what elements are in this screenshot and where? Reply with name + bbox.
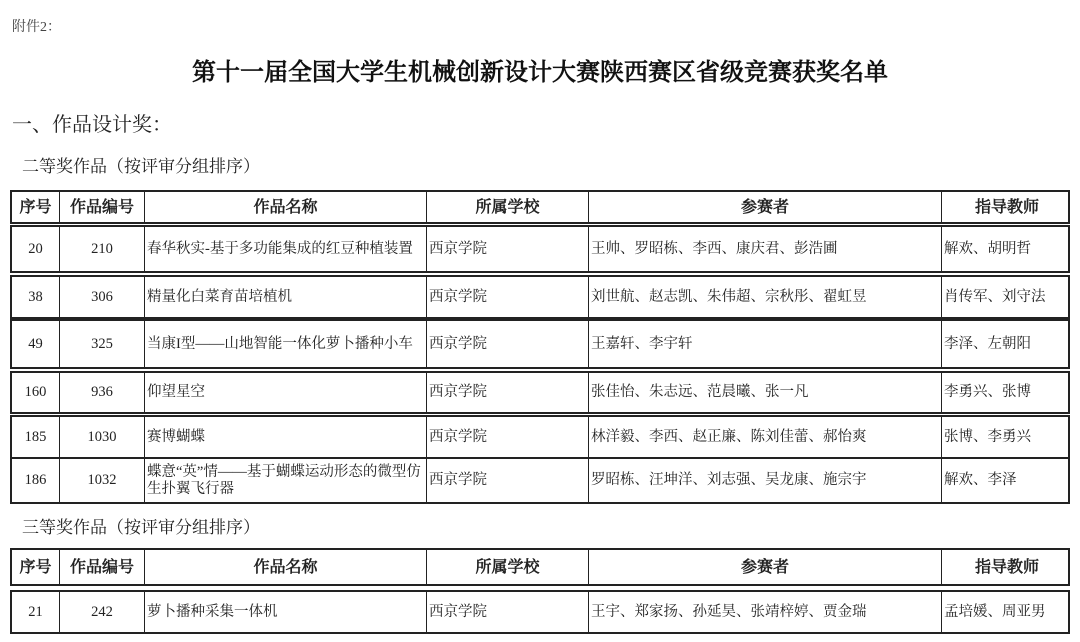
column-header: 参赛者 bbox=[589, 550, 942, 584]
column-header: 指导教师 bbox=[974, 198, 1039, 216]
column-header: 作品名称 bbox=[145, 192, 427, 222]
table-cell: 242 bbox=[60, 592, 145, 632]
column-header: 作品编号 bbox=[60, 192, 145, 222]
table-cell: 西京学院 bbox=[427, 373, 589, 412]
table-cell: 李泽、左朝阳 bbox=[944, 335, 1031, 352]
table-cell: 孟培媛、周亚男 bbox=[944, 603, 1046, 620]
table-cell: 赛博蝴蝶 bbox=[145, 417, 427, 457]
table-row bbox=[10, 319, 1070, 369]
table-cell: 张博、李勇兴 bbox=[944, 428, 1031, 445]
document-title: 第十一届全国大学生机械创新设计大赛陕西赛区省级竞赛获奖名单 bbox=[192, 60, 888, 86]
table-cell: 1030 bbox=[60, 417, 145, 457]
table-cell: 李勇兴、张博 bbox=[944, 384, 1031, 400]
column-header: 参赛者 bbox=[589, 192, 942, 222]
column-header: 所属学校 bbox=[427, 550, 589, 584]
table-cell: 西京学院 bbox=[427, 277, 589, 317]
table-row bbox=[10, 415, 1070, 459]
table-cell: 萝卜播种采集一体机 bbox=[145, 592, 427, 632]
table-cell: 936 bbox=[60, 373, 145, 412]
column-header: 序号 bbox=[12, 192, 60, 222]
column-header: 指导教师 bbox=[974, 558, 1039, 576]
column-header: 作品编号 bbox=[60, 550, 145, 584]
table-cell: 解欢、胡明哲 bbox=[944, 240, 1031, 257]
attachment-label: 附件2： bbox=[12, 20, 61, 35]
table-cell: 西京学院 bbox=[427, 227, 589, 271]
table-row bbox=[10, 371, 1070, 414]
table-cell: 王宇、郑家扬、孙延昊、张靖梓婷、贾金瑞 bbox=[589, 592, 942, 632]
table-cell: 325 bbox=[60, 321, 145, 367]
table-cell: 20 bbox=[12, 227, 60, 271]
table-cell: 解欢、李泽 bbox=[944, 472, 1017, 488]
table-cell: 精量化白菜育苗培植机 bbox=[145, 277, 427, 317]
table-cell: 蝶意“英”情——基于蝴蝶运动形态的微型仿生扑翼飞行器 bbox=[145, 459, 427, 502]
table-cell: 1032 bbox=[60, 459, 145, 502]
table-cell: 西京学院 bbox=[427, 321, 589, 367]
third-prize-heading: 三等奖作品（按评审分组排序） bbox=[22, 518, 260, 537]
table-row bbox=[10, 590, 1070, 634]
table-cell: 春华秋实-基于多功能集成的红豆种植装置 bbox=[145, 227, 427, 271]
column-header: 作品名称 bbox=[145, 550, 427, 584]
table-cell: 肖传军、刘守法 bbox=[944, 288, 1046, 305]
column-header: 所属学校 bbox=[427, 192, 589, 222]
table-cell: 186 bbox=[12, 459, 60, 502]
table-header bbox=[10, 548, 1070, 586]
table-cell: 张佳怡、朱志远、范晨曦、张一凡 bbox=[589, 373, 942, 412]
table-cell: 罗昭栋、汪坤洋、刘志强、吴龙康、施宗宇 bbox=[589, 459, 942, 502]
table-cell: 185 bbox=[12, 417, 60, 457]
table-cell: 306 bbox=[60, 277, 145, 317]
table-cell: 当康I型——山地智能一体化萝卜播种小车 bbox=[145, 321, 427, 367]
table-cell: 西京学院 bbox=[427, 417, 589, 457]
column-header: 序号 bbox=[12, 550, 60, 584]
table-cell: 21 bbox=[12, 592, 60, 632]
table-cell: 刘世航、赵志凯、朱伟超、宗秋彤、翟虹昱 bbox=[589, 277, 942, 317]
table-cell: 仰望星空 bbox=[145, 373, 427, 412]
section-heading: 一、作品设计奖： bbox=[12, 114, 172, 136]
table-cell: 林洋毅、李西、赵正廉、陈刘佳蕾、郝怡爽 bbox=[589, 417, 942, 457]
table-cell: 210 bbox=[60, 227, 145, 271]
table-cell: 38 bbox=[12, 277, 60, 317]
table-cell: 西京学院 bbox=[427, 592, 589, 632]
table-cell: 王嘉轩、李宇轩 bbox=[589, 321, 942, 367]
table-row bbox=[10, 225, 1070, 273]
table-cell: 王帅、罗昭栋、李西、康庆君、彭浩圃 bbox=[589, 227, 942, 271]
table-cell: 西京学院 bbox=[427, 459, 589, 502]
second-prize-heading: 二等奖作品（按评审分组排序） bbox=[22, 157, 260, 176]
table-header bbox=[10, 190, 1070, 224]
table-row bbox=[10, 275, 1070, 319]
table-cell: 160 bbox=[12, 373, 60, 412]
table-cell: 49 bbox=[12, 321, 60, 367]
table-row bbox=[10, 457, 1070, 504]
